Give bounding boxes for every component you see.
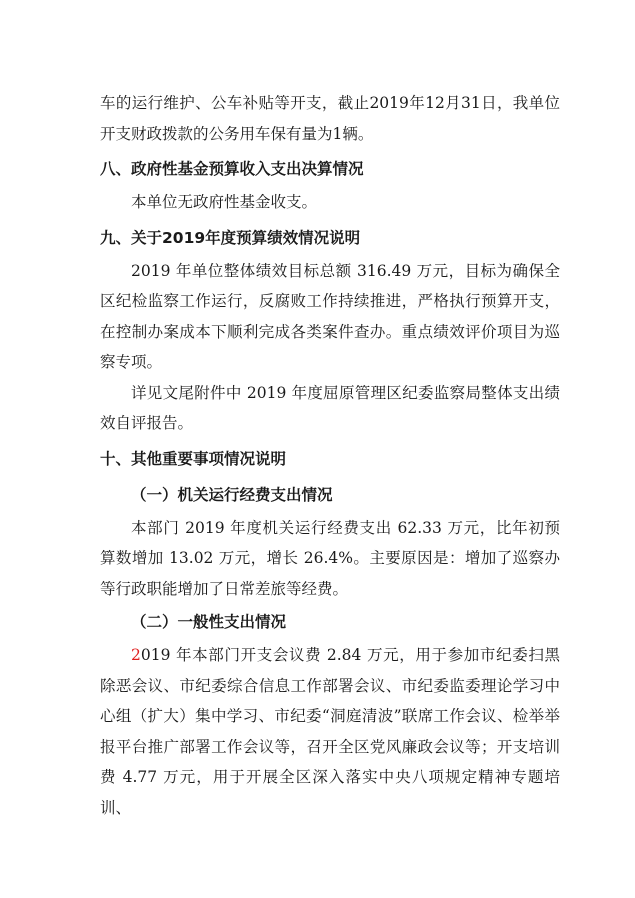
heading-section-8: 八、政府性基金预算收入支出决算情况 xyxy=(100,160,364,178)
paragraph-operating-expenses: 本部门 2019 年度机关运行经费支出 62.33 万元，比年初预算数增加 13.02 万元，增长 26.4%。主要原因是：增加了巡察办等行政职能增加了日常差旅等经费。 xyxy=(100,518,560,598)
paragraph-section-9-performance: 2019 年单位整体绩效目标总额 316.49 万元，目标为确保全区纪检监察工作运行，反腐败工作持续推进，严格执行预算开支，在控制办案成本下顺利完成各类案件查办。重点绩效评价项目为巡察专项。 xyxy=(100,261,560,371)
heading-section-9: 九、关于2019年度预算绩效情况说明 xyxy=(100,228,361,247)
paragraph-general-expenses-text: 019 年本部门开支会议费 2.84 万元，用于参加市纪委扫黑除恶会议、市纪委综合信息工作部署会议、市纪委监委理论学习中心组（扩大）集中学习、市纪委“洞庭清波”联席工作会议、检举举报平台推广部署工作会议等，召开全区党风廉政会议等；开支培训费 4.77 万元，用于开展全区深入落实中央八项规定精神专题培训、 xyxy=(100,646,560,817)
paragraph-general-expenses xyxy=(100,640,560,823)
heading-section-10: 十、其他重要事项情况说明 xyxy=(100,449,287,468)
document-body xyxy=(100,88,560,823)
paragraph-section-8: 本单位无政府性基金收支。 xyxy=(131,193,318,211)
paragraph-section-9-attachment: 详见文尾附件中 2019 年度屈原管理区纪委监察局整体支出绩效自评报告。 xyxy=(100,383,560,432)
subheading-general-expenses: （二）一般性支出情况 xyxy=(131,613,287,631)
highlighted-digit: 2 xyxy=(131,646,141,664)
paragraph-vehicle: 车的运行维护、公车补贴等开支，截止2019年12月31日，我单位开支财政拨款的公务用车保有量为1辆。 xyxy=(100,94,560,143)
subheading-operating-expenses: （一）机关运行经费支出情况 xyxy=(131,485,333,504)
